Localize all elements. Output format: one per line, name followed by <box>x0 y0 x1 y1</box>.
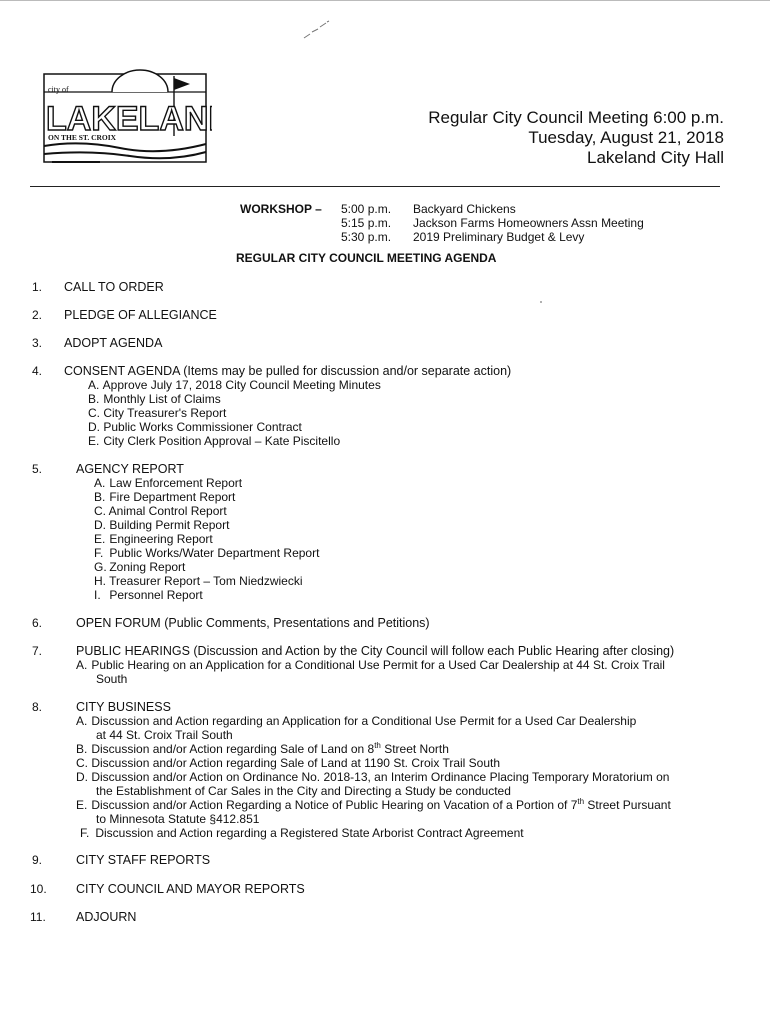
agenda-item: PUBLIC HEARINGS (Discussion and Action by the City Council will follow each Public Hearing after closing) <box>76 644 675 658</box>
agenda-subitem: A. Public Hearing on an Application for a Conditional Use Permit for a Used Car Dealership at 44 St. Croix Trail <box>76 658 665 672</box>
agenda-item: CALL TO ORDER <box>64 280 164 294</box>
item-number: 4. <box>32 364 43 378</box>
agenda-subitem-continuation: at 44 St. Croix Trail South <box>96 728 233 742</box>
agenda-item: AGENCY REPORT <box>76 462 184 476</box>
item-number: 1. <box>32 280 43 294</box>
agenda-subitem: E. City Clerk Position Approval – Kate Piscitello <box>88 434 341 448</box>
logo-wordmark: LAKELAN <box>46 100 209 138</box>
workshop-time: 5:00 p.m. <box>341 202 392 216</box>
logo-city-of: city of <box>48 85 69 94</box>
item-number: 3. <box>32 336 43 350</box>
item-number: 7. <box>32 644 43 658</box>
workshop-topic: 2019 Preliminary Budget & Levy <box>413 230 585 244</box>
agenda-subitem: G. Zoning Report <box>94 560 186 574</box>
item-number: 2. <box>32 308 43 322</box>
lakeland-logo <box>40 66 212 168</box>
agenda-subitem: A. Approve July 17, 2018 City Council Meeting Minutes <box>88 378 381 392</box>
agenda-item: CITY COUNCIL AND MAYOR REPORTS <box>76 882 305 896</box>
agenda-subitem: C. City Treasurer's Report <box>88 406 227 420</box>
workshop-times <box>341 202 391 244</box>
agenda-subitem-continuation: the Establishment of Car Sales in the City and Directing a Study be conducted <box>96 784 511 798</box>
agenda-subitem: D. Discussion and/or Action on Ordinance No. 2018-13, an Interim Ordinance Placing Temporary Moratorium on <box>76 770 670 784</box>
workshop-topics <box>413 202 644 244</box>
agenda-subitem: A. Law Enforcement Report <box>94 476 243 490</box>
agenda-item: ADJOURN <box>76 910 137 924</box>
agenda-subitem-continuation: to Minnesota Statute §412.851 <box>96 812 260 826</box>
agenda-item: OPEN FORUM (Public Comments, Presentations and Petitions) <box>76 616 430 630</box>
agenda-subitem: C. Animal Control Report <box>94 504 227 518</box>
agenda-subitem: F. Public Works/Water Department Report <box>94 546 320 560</box>
workshop-topic: Backyard Chickens <box>413 202 516 216</box>
agenda-subitem: D. Public Works Commissioner Contract <box>88 420 302 434</box>
agenda-subitem-continuation: South <box>96 672 128 686</box>
meeting-header <box>428 108 724 168</box>
workshop-time: 5:30 p.m. <box>341 230 392 244</box>
agenda-subitem: C. Discussion and/or Action regarding Sale of Land at 1190 St. Croix Trail South <box>76 756 501 770</box>
lakeland-logo-graphic <box>40 66 212 168</box>
agenda-subitem: E. Engineering Report <box>94 532 213 546</box>
item-number: 8. <box>32 700 43 714</box>
agenda-subitem: I. Personnel Report <box>94 588 203 602</box>
item-number: 10. <box>30 882 47 896</box>
item-number: 11. <box>30 910 46 924</box>
agenda-subitem: B. Monthly List of Claims <box>88 392 221 406</box>
workshop-label: WORKSHOP – <box>240 202 322 216</box>
meeting-location: Lakeland City Hall <box>586 148 724 167</box>
agenda-item: CITY BUSINESS <box>76 700 171 714</box>
top-border <box>0 0 770 1</box>
agenda-subitem: A. Discussion and Action regarding an Application for a Conditional Use Permit for a Used Car Dealership <box>76 714 637 728</box>
agenda-item: PLEDGE OF ALLEGIANCE <box>64 308 217 322</box>
logo-tagline: ON THE ST. CROIX <box>48 133 117 142</box>
item-number: 9. <box>32 853 43 867</box>
header-divider <box>30 186 720 187</box>
agenda-subitem: F. Discussion and Action regarding a Registered State Arborist Contract Agreement <box>80 826 524 840</box>
workshop-topic: Jackson Farms Homeowners Assn Meeting <box>413 216 644 230</box>
agenda-item: CITY STAFF REPORTS <box>76 853 211 867</box>
agenda-item: CONSENT AGENDA (Items may be pulled for discussion and/or separate action) <box>64 364 512 378</box>
item-number: 5. <box>32 462 43 476</box>
workshop-time: 5:15 p.m. <box>341 216 392 230</box>
meeting-date: Tuesday, August 21, 2018 <box>528 128 724 147</box>
speck <box>540 301 542 303</box>
meeting-title: Regular City Council Meeting 6:00 p.m. <box>428 108 724 127</box>
agenda-subitem: D. Building Permit Report <box>94 518 230 532</box>
agenda-title: REGULAR CITY COUNCIL MEETING AGENDA <box>236 251 497 265</box>
pen-mark-icon <box>302 20 332 42</box>
agenda-subitem: E. Discussion and/or Action Regarding a Notice of Public Hearing on Vacation of a Portion of 7th Street Pursuant <box>76 797 671 812</box>
item-number: 6. <box>32 616 43 630</box>
agenda-subitem: B. Discussion and/or Action regarding Sale of Land on 8th Street North <box>76 741 449 756</box>
agenda-subitem: B. Fire Department Report <box>94 490 236 504</box>
agenda-item: ADOPT AGENDA <box>64 336 163 350</box>
agenda-subitem: H. Treasurer Report – Tom Niedzwiecki <box>94 574 303 588</box>
